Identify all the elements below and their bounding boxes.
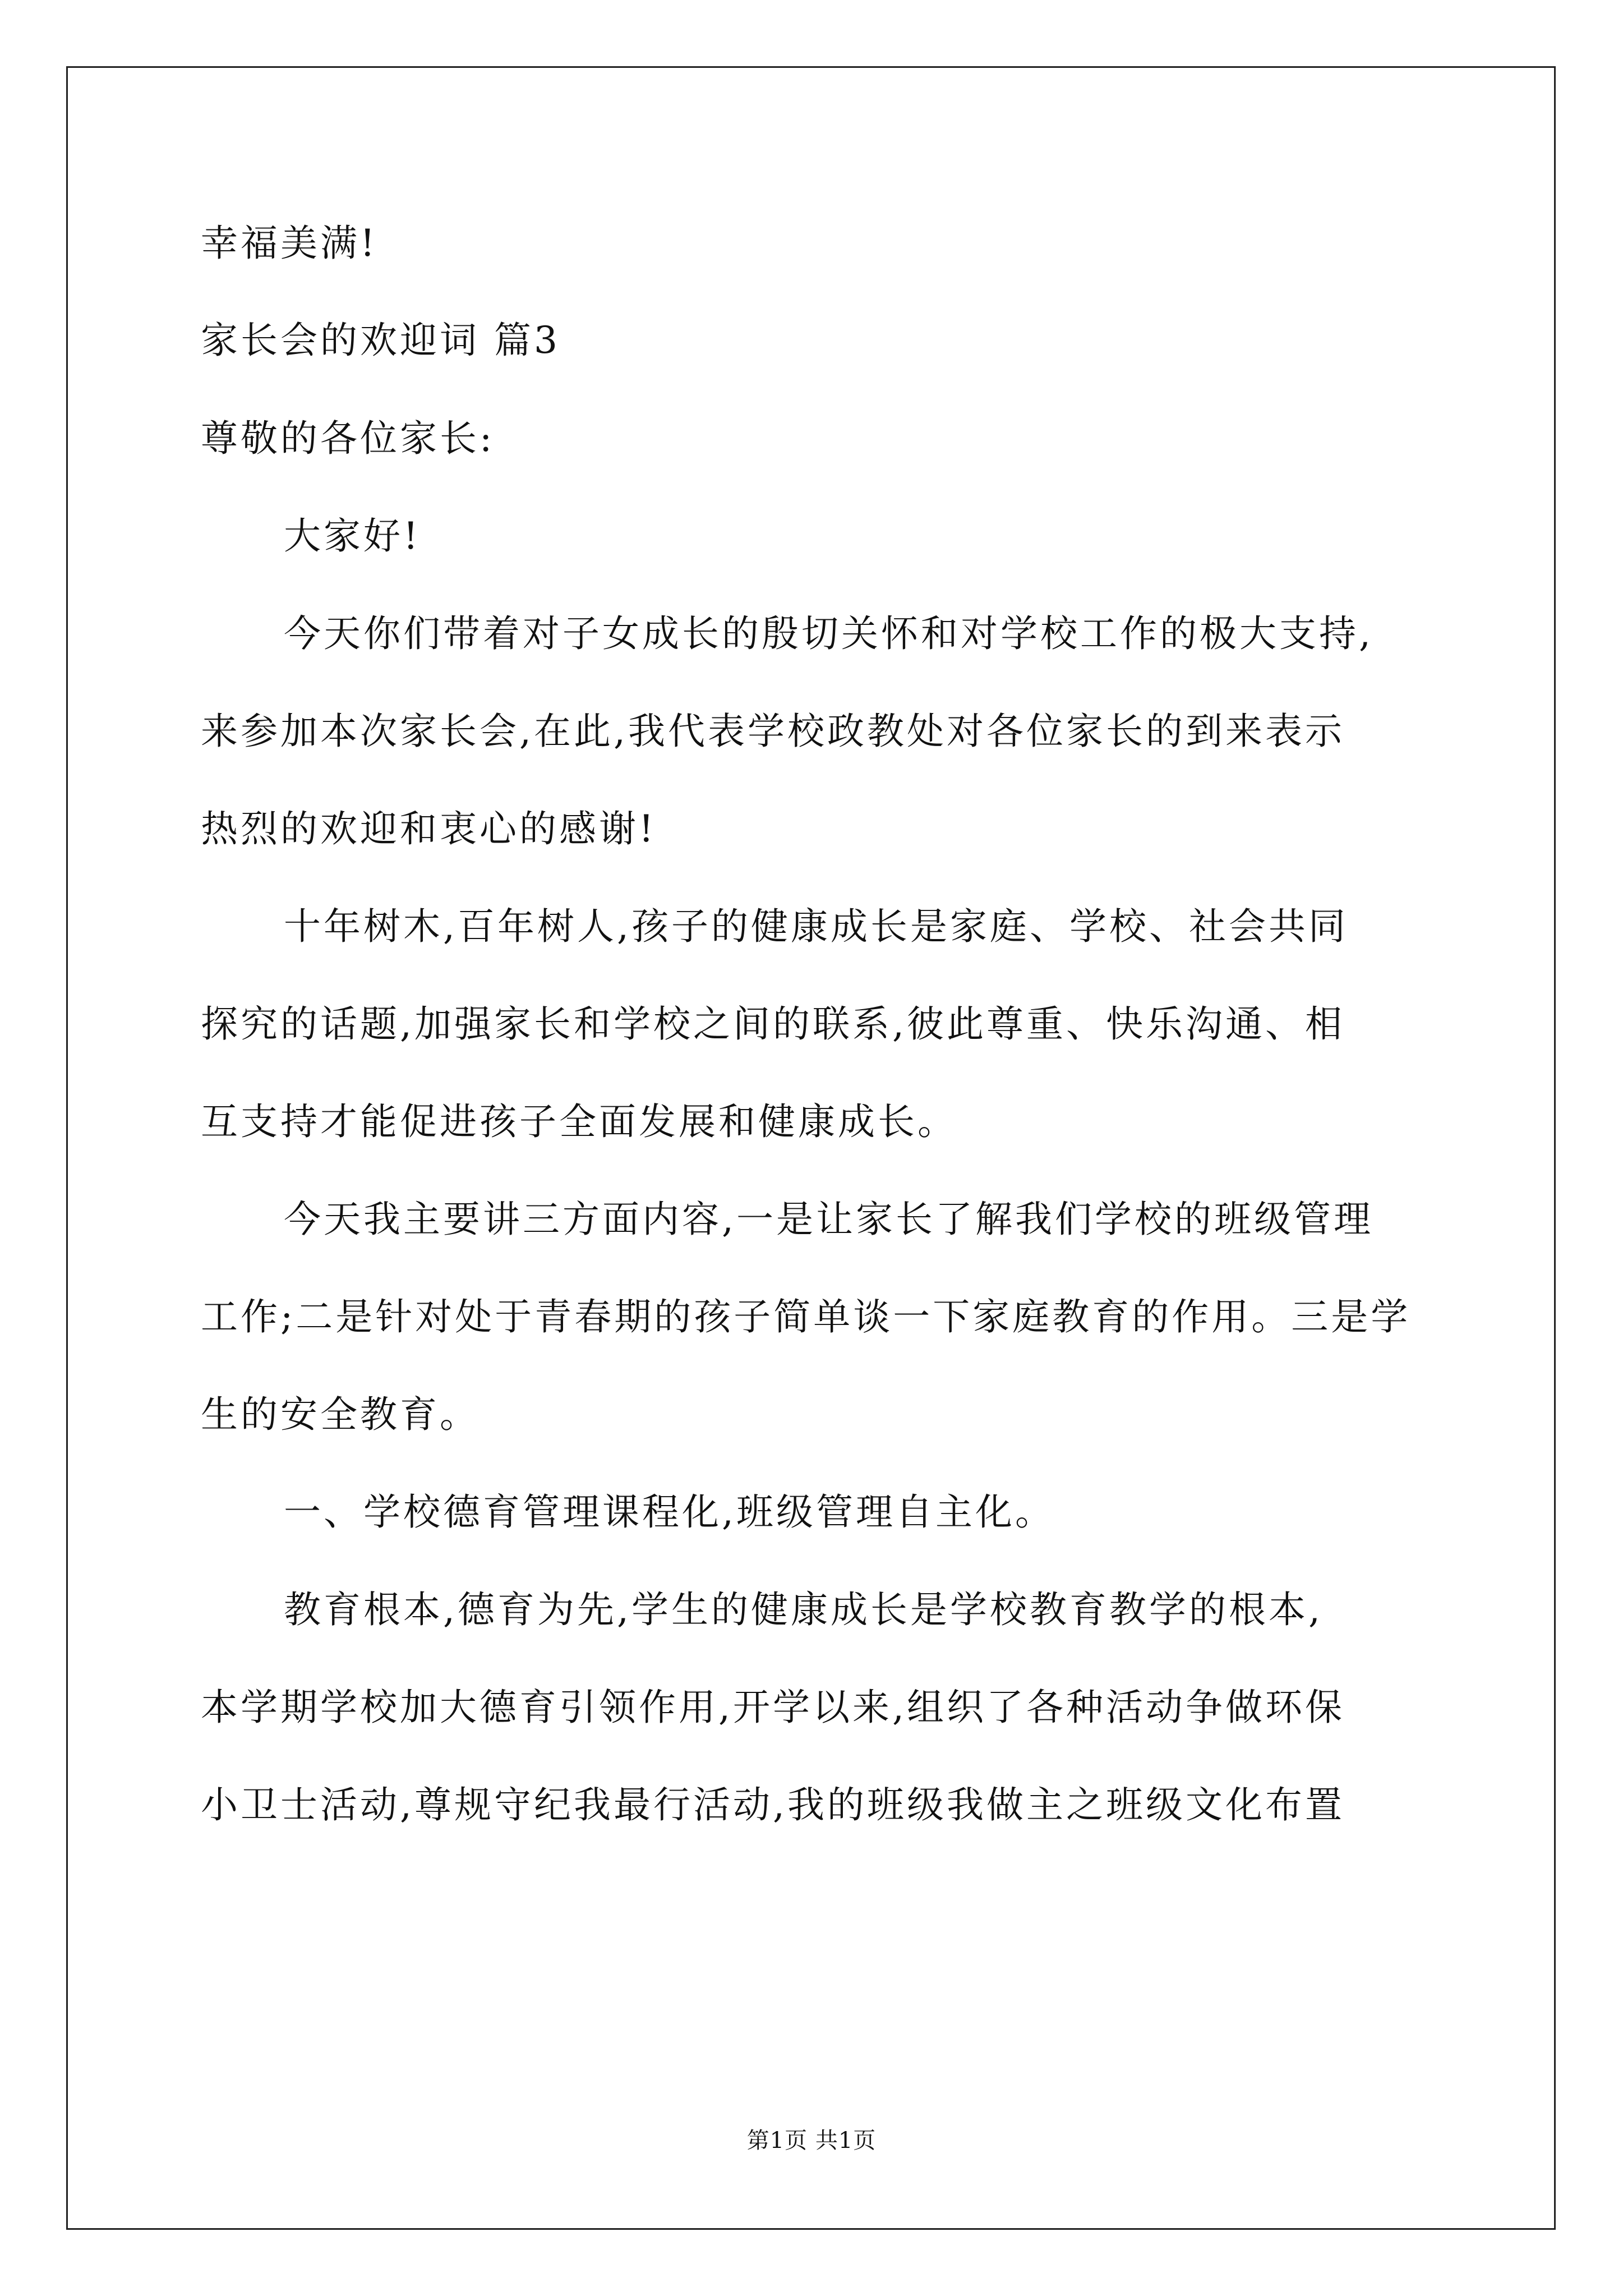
paragraph-line: 工作;二是针对处于青春期的孩子简单谈一下家庭教育的作用。三是学 [201, 1295, 1411, 1338]
paragraph-line: 教育根本,德育为先,学生的健康成长是学校教育教学的根本, [284, 1588, 1323, 1631]
page-border [66, 66, 1556, 2230]
greeting: 大家好! [284, 514, 421, 558]
paragraph-line: 十年树木,百年树人,孩子的健康成长是家庭、学校、社会共同 [284, 905, 1348, 948]
closing-line: 幸福美满! [201, 222, 378, 265]
paragraph-line: 探究的话题,加强家长和学校之间的联系,彼此尊重、快乐沟通、相 [201, 1002, 1345, 1046]
section-heading: 家长会的欢迎词 篇3 [201, 319, 560, 362]
paragraph-line: 生的安全教育。 [201, 1393, 479, 1436]
paragraph-line: 小卫士活动,尊规守纪我最行活动,我的班级我做主之班级文化布置 [201, 1783, 1345, 1826]
salutation: 尊敬的各位家长: [201, 417, 495, 460]
page-footer: 第1页 共1页 [746, 2128, 877, 2154]
paragraph-line: 来参加本次家长会,在此,我代表学校政教处对各位家长的到来表示 [201, 710, 1345, 753]
paragraph-line: 今天你们带着对子女成长的殷切关怀和对学校工作的极大支持, [284, 612, 1373, 655]
paragraph-line: 互支持才能促进孩子全面发展和健康成长。 [201, 1100, 957, 1143]
subheading: 一、学校德育管理课程化,班级管理自主化。 [284, 1490, 1055, 1534]
paragraph-line: 热烈的欢迎和衷心的感谢! [201, 807, 657, 850]
paragraph-line: 今天我主要讲三方面内容,一是让家长了解我们学校的班级管理 [284, 1198, 1373, 1241]
paragraph-line: 本学期学校加大德育引领作用,开学以来,组织了各种活动争做环保 [201, 1686, 1345, 1729]
